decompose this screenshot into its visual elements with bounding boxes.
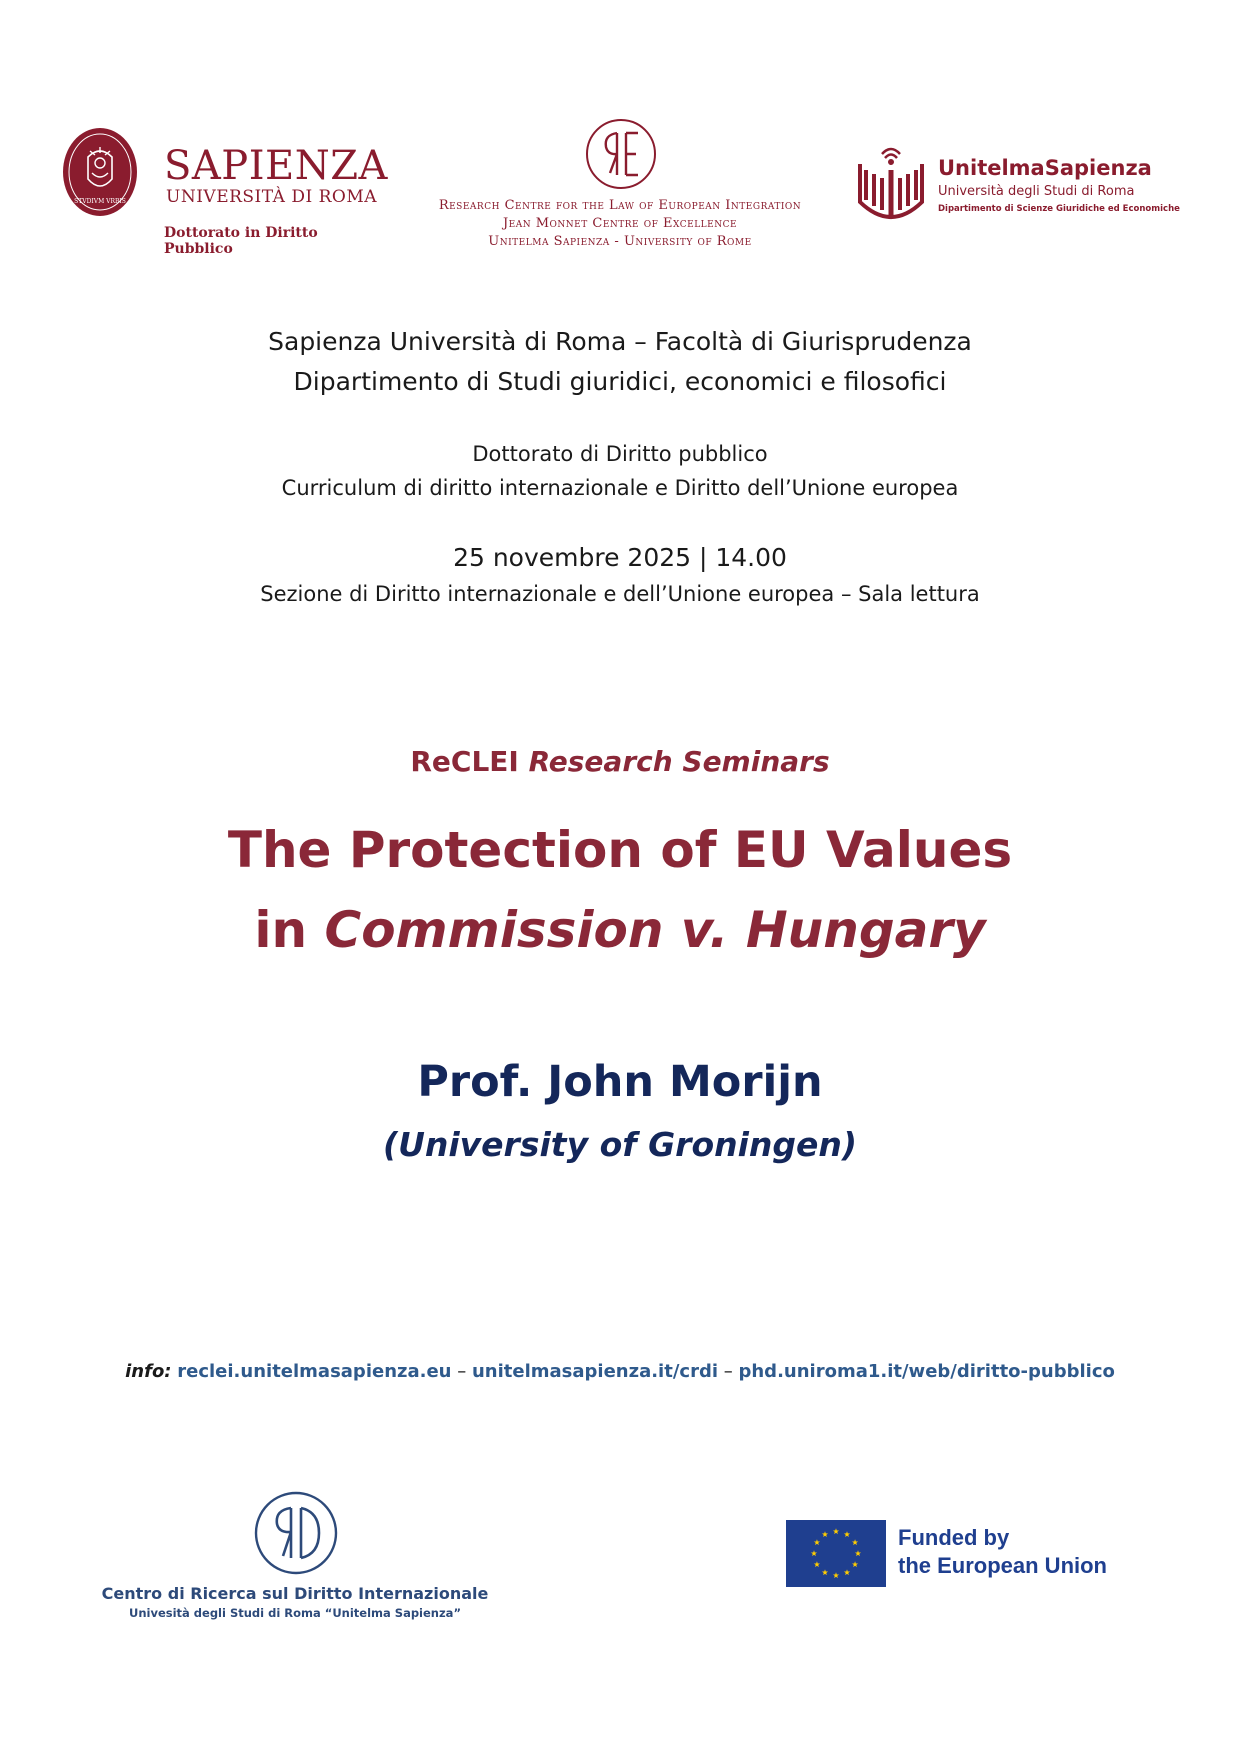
curriculum-line: Curriculum di diritto internazionale e Diritto dell’Unione europea xyxy=(281,476,959,500)
event-datetime: 25 novembre 2025 | 14.00 xyxy=(453,543,787,572)
info-line xyxy=(0,1361,1240,1382)
seminar-series xyxy=(0,745,1240,778)
title-in-word: in xyxy=(254,901,308,959)
crdi-name: Centro di Ricerca sul Diritto Internazionale xyxy=(101,1584,489,1603)
seminar-title-line-2 xyxy=(0,890,1240,970)
department-line: Dipartimento di Studi giuridici, economici e filosofici xyxy=(293,367,947,396)
institution-line: Sapienza Università di Roma – Facoltà di Giurisprudenza xyxy=(268,327,972,356)
eu-flag-icon xyxy=(786,1520,886,1587)
event-location: Sezione di Diritto internazionale e dell’Unione europea – Sala lettura xyxy=(260,582,980,606)
eu-funding-logo xyxy=(786,1520,1126,1590)
speaker-name: Prof. John Morijn xyxy=(417,1057,823,1107)
sapienza-logo xyxy=(60,125,388,257)
series-prefix: ReCLEI xyxy=(410,745,519,778)
sapienza-name: SAPIENZA xyxy=(164,143,388,189)
info-separator: – xyxy=(723,1361,733,1382)
sapienza-seal-icon xyxy=(62,127,138,217)
research-centre-line-3: Unitelma Sapienza - University of Rome xyxy=(488,234,752,249)
sapienza-program: Dottorato in Diritto Pubblico xyxy=(164,225,318,257)
research-centre-line-2: Jean Monnet Centre of Excellence xyxy=(502,216,738,231)
info-label: info: xyxy=(125,1361,172,1382)
crdi-subtitle: Univesità degli Studi di Roma “Unitelma Sapienza” xyxy=(128,1606,461,1620)
research-centre-line-1: Research Centre for the Law of European Integration xyxy=(438,198,802,213)
doctorate-line: Dottorato di Diritto pubblico xyxy=(472,442,768,466)
eu-funded-line-2: the European Union xyxy=(898,1553,1107,1578)
speaker-affiliation: (University of Groningen) xyxy=(382,1125,857,1164)
case-name: Commission v. Hungary xyxy=(324,901,986,959)
eu-funded-line-1: Funded by xyxy=(898,1525,1010,1550)
crdi-logo xyxy=(100,1490,500,1630)
unitelma-department: Dipartimento di Scienze Giuridiche ed Economiche xyxy=(938,204,1180,214)
info-link-reclei[interactable]: reclei.unitelmasapienza.eu xyxy=(177,1361,452,1382)
unitelma-name: UnitelmaSapienza xyxy=(938,156,1152,180)
unitelma-subtitle: Università degli Studi di Roma xyxy=(938,184,1135,199)
sapienza-seal-text: STVDIVM VRBIS xyxy=(74,198,126,205)
unitelma-emblem-icon xyxy=(854,140,928,230)
info-link-phd[interactable]: phd.uniroma1.it/web/diritto-pubblico xyxy=(738,1361,1115,1382)
sapienza-subtitle: UNIVERSITÀ DI ROMA xyxy=(166,187,378,207)
info-link-crdi[interactable]: unitelmasapienza.it/crdi xyxy=(471,1361,719,1382)
series-suffix: Research Seminars xyxy=(528,745,830,778)
info-separator: – xyxy=(457,1361,467,1382)
seminar-title-line-1: The Protection of EU Values xyxy=(227,821,1013,879)
unitelma-logo xyxy=(852,138,1192,238)
research-centre-logo xyxy=(420,115,820,255)
research-centre-monogram-icon xyxy=(584,117,658,191)
crdi-monogram-icon xyxy=(253,1490,339,1576)
